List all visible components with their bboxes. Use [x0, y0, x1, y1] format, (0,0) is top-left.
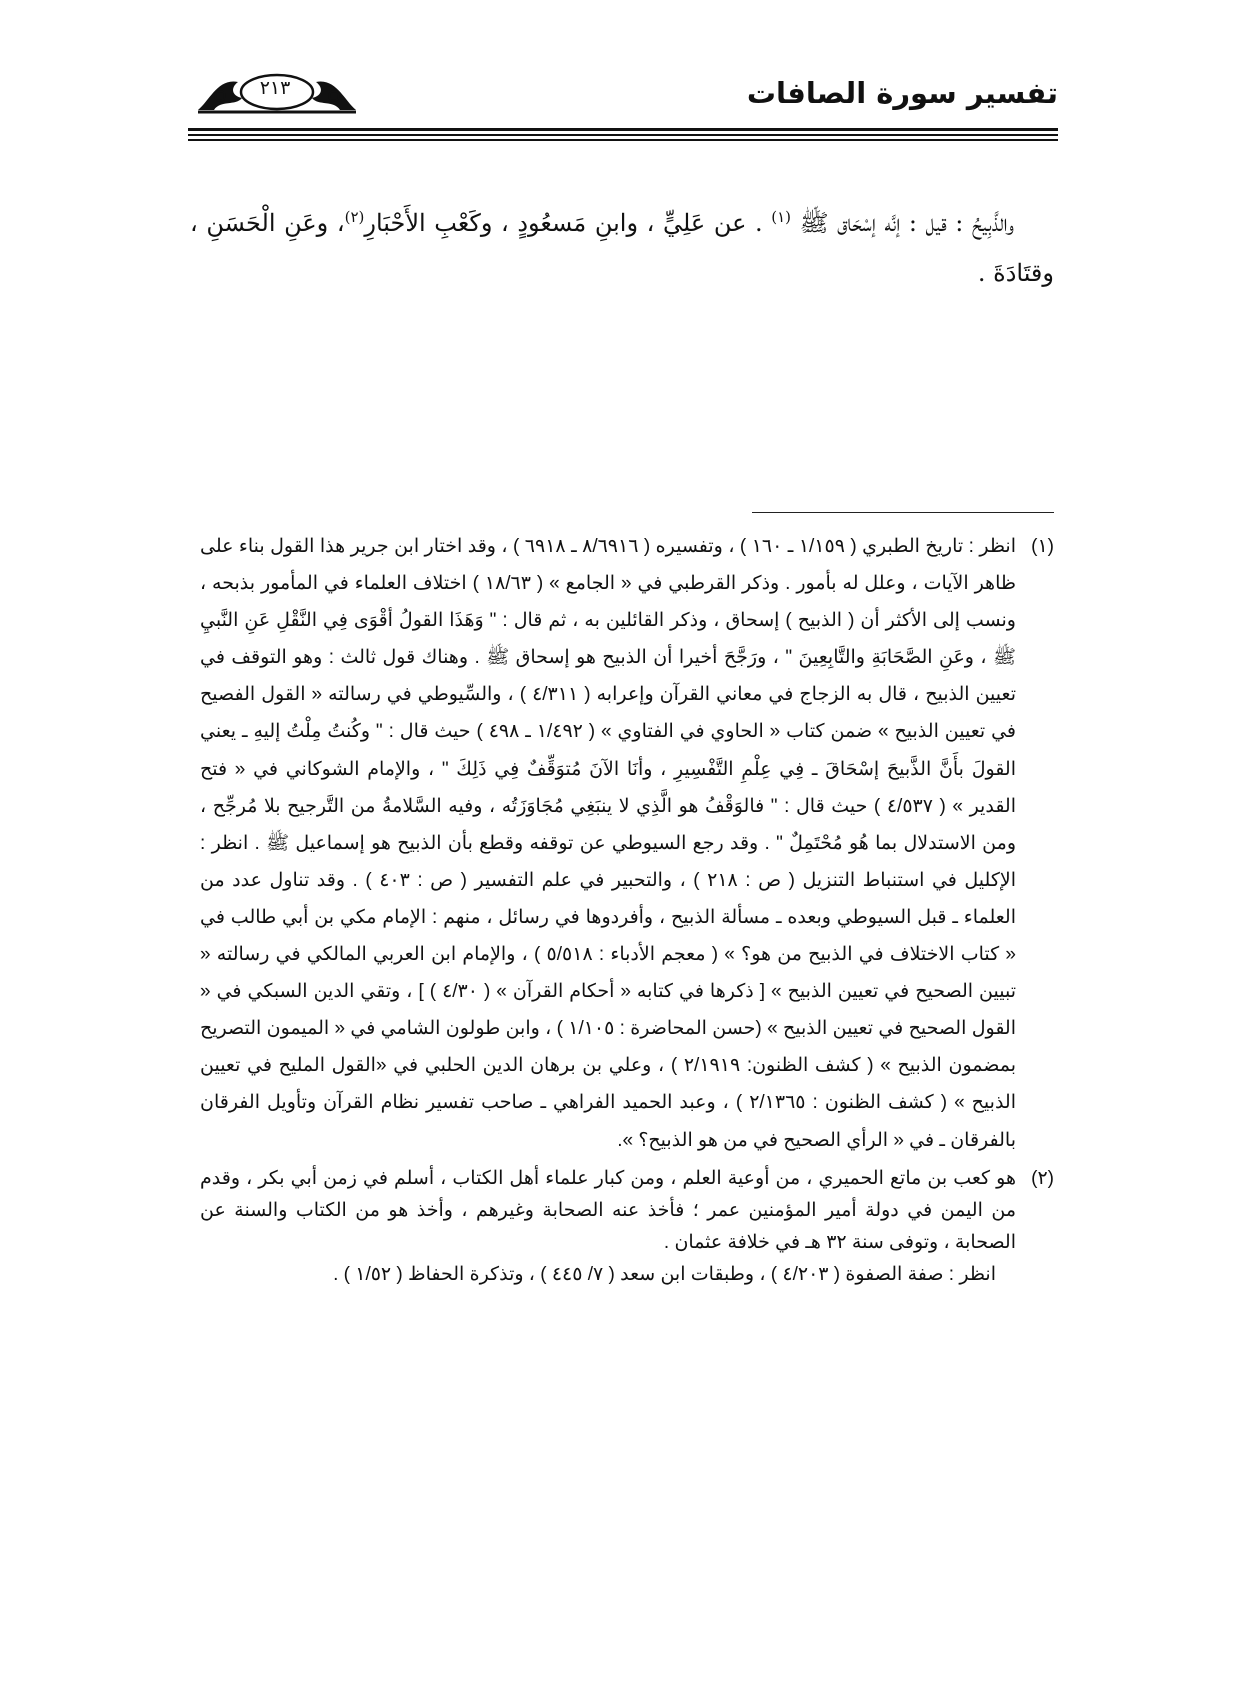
footnote-separator: [752, 512, 1054, 513]
main-text: [190, 198, 1054, 298]
footnote-text: انظر : تاريخ الطبري ( ١/١٥٩ ـ ١٦٠ ) ، وتفسيره ( ٨/٦٩١٦ ـ ٦٩١٨ ) ، وقد اختار ابن جرير هذا القول بناء على ظاهر الآيات ، وعلل له بأمور . وذكر القرطبي في « الجامع » ( ١٨/٦٣ ) اختلاف العلماء في المأمور بذبحه ، ونسب إلى الأكثر أن ( الذبيح ) إسحاق ، وذكر القائلين به ، ثم قال : " وَهَذَا القولُ أقْوَى فِي النَّقْلِ عَنِ النَّبيِ ﷺ ، وعَنِ الصَّحَابَةِ والتَّابِعِينَ " ، ورَجَّحَ أخيرا أن الذبيح هو إسحاق ﷺ . وهناك قول ثالث : وهو التوقف في تعيين الذبيح ، قال به الزجاج في معاني القرآن وإعرابه ( ٤/٣١١ ) ، والسِّيوطي في رسالته « القول الفصيح في تعيين الذبيح » ضمن كتاب « الحاوي في الفتاوي » ( ١/٤٩٢ ـ ٤٩٨ ) حيث قال : " وكُنتُ مِلْتُ إليهِ ـ يعني القولَ بأَنَّ الذَّبيحَ إسْحَاقَ ـ فِي عِلْمِ التَّفْسِيرِ ، وأنَا الآنَ مُتوَقِّفٌ فِي ذَلِكَ " ، والإمام الشوكاني في « فتح القدير » ( ٤/٥٣٧ ) حيث قال : " فالوَقْفُ هو الَّذِي لا ينبَغِي مُجَاوَزَتُه ، وفيه السَّلامةُ من التَّرجيح بلا مُرجِّح ، ومن الاستدلال بما هُو مُحْتَمِلٌ " . وقد رجع السيوطي عن توقفه وقطع بأن الذبيح هو إسماعيل ﷺ . انظر : الإكليل في استنباط التنزيل ( ص : ٢١٨ ) ، والتحبير في علم التفسير ( ص : ٤٠٣ ) . وقد تناول عدد من العلماء ـ قبل السيوطي وبعده ـ مسألة الذبيح ، وأفردوها في رسائل ، منهم : الإمام مكي بن أبي طالب في « كتاب الاختلاف في الذبيح من هو؟ » ( معجم الأدباء : ٥/٥١٨ ) ، والإمام ابن العربي المالكي في رسالته « تبيين الصحيح في تعيين الذبيح » [ ذكرها في كتابه « أحكام القرآن » ( ٤/٣٠ ) ] ، وتقي الدين السبكي في « القول الصحيح في تعيين الذبيح » (حسن المحاضرة : ١/١٠٥ ) ، وابن طولون الشامي في « الميمون التصريح بمضمون الذبيح » ( كشف الظنون: ٢/١٩١٩ ) ، وعلي بن برهان الدين الحلبي في «القول المليح في تعيين الذبيح » ( كشف الظنون : ٢/١٣٦٥ ) ، وعبد الحميد الفراهي ـ صاحب تفسير نظام القرآن وتأويل الفرقان بالفرقان ـ في « الرأي الصحيح في من هو الذبيح؟ ».: [200, 536, 1016, 1151]
footnote-number: (١): [1031, 536, 1054, 557]
footnote-text: هو كعب بن ماتع الحميري ، من أوعية العلم ، ومن كبار علماء أهل الكتاب ، أسلم في زمن أبي بكر ، وقدم من اليمن في دولة أمير المؤمنين عمر ؛ فأخذ عنه الصحابة وغيرهم ، وأخذ هو من الكتاب والسنة عن الصحابة ، وتوفى سنة ٣٢ هـ في خلافة عثمان .: [200, 1167, 1016, 1253]
header-rule: [188, 134, 1058, 136]
header-rule: [188, 139, 1058, 141]
footnotes: [200, 528, 1054, 1291]
footnote-2-source: انظر : صفة الصفوة ( ٤/٢٠٣ ) ، وطبقات ابن سعد ( ٧/ ٤٤٥ ) ، وتذكرة الحفاظ ( ١/٥٢ ) .: [333, 1263, 996, 1285]
page-title: تفسير سورة الصافات: [746, 76, 1058, 110]
footnote-2: [200, 1163, 1054, 1259]
footnote-ref-1[interactable]: (١): [771, 208, 791, 226]
footnote-1: [200, 528, 1054, 1159]
header-rule: [188, 128, 1058, 131]
footnote-ref-2[interactable]: (٢): [344, 208, 365, 226]
page-number: ٢١٣: [259, 77, 291, 99]
footnote-number: (٢): [1031, 1167, 1054, 1189]
main-text-part-1: والذَّبِيحُ : قيل : إنَّه إسْحَاق ﷺ: [799, 209, 1014, 237]
main-text-part-3: ، وعَنِ الْحَسَنِ ، وقتَادَةَ .: [190, 209, 1054, 287]
page-header: [188, 66, 1058, 120]
main-text-part-2: . عن عَلِيٍّ ، وابنِ مَسعُودٍ ، وكَعْبِ الأَحْبَارِ: [364, 209, 772, 237]
